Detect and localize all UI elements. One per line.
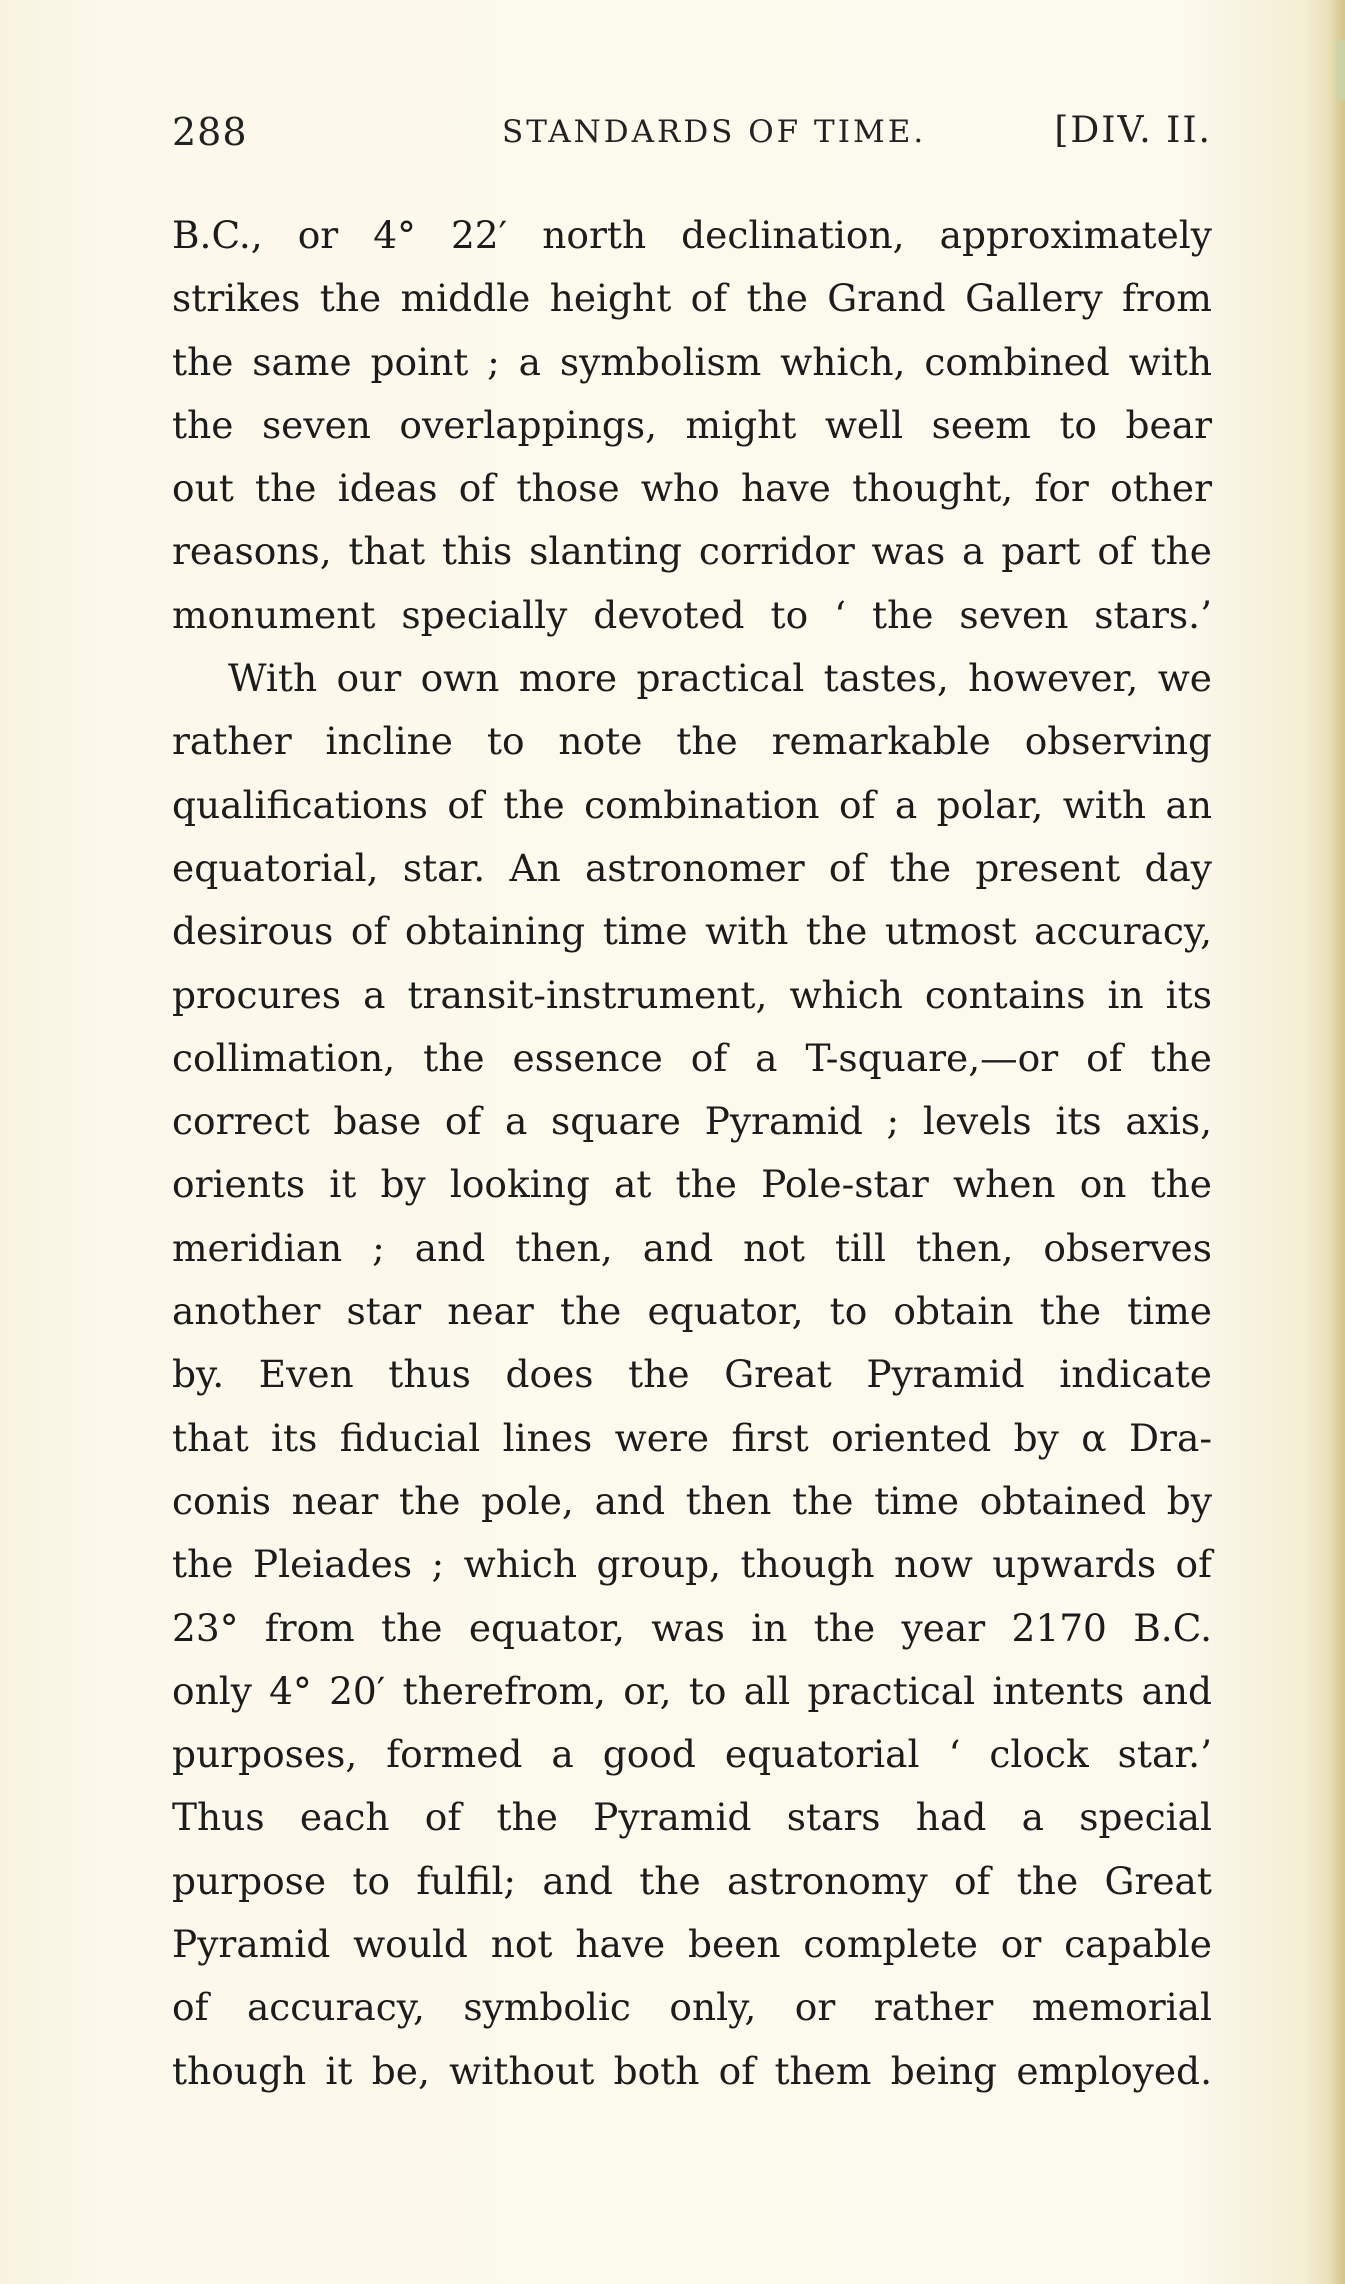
text-line: strikes the middle height of the Grand Gallery from — [172, 276, 1212, 321]
text-line: monument specially devoted to ‘ the seven stars.’ — [172, 592, 1212, 637]
text-line: though it be, without both of them being employed. — [172, 2048, 1212, 2093]
text-line: conis near the pole, and then the time obtained by — [172, 1478, 1212, 1523]
text-line: of accuracy, symbolic only, or rather memorial — [172, 1985, 1212, 2030]
body-text — [172, 204, 1212, 2103]
text-line: correct base of a square Pyramid ; levels its axis, — [172, 1099, 1212, 1144]
running-header — [172, 110, 1212, 170]
text-line: meridian ; and then, and not till then, observes — [172, 1225, 1212, 1270]
text-line: only 4° 20′ therefrom, or, to all practical intents and — [172, 1668, 1212, 1713]
text-line: the same point ; a symbolism which, combined with — [172, 339, 1212, 384]
text-line: equatorial, star. An astronomer of the present day — [172, 845, 1212, 890]
text-line: reasons, that this slanting corridor was a part of the — [172, 529, 1212, 574]
text-line: the Pleiades ; which group, though now upwards of — [172, 1542, 1212, 1587]
text-line: qualifications of the combination of a polar, with an — [172, 782, 1212, 827]
text-line: rather incline to note the remarkable observing — [172, 719, 1212, 764]
text-line: the seven overlappings, might well seem to bear — [172, 402, 1212, 447]
text-line: procures a transit-instrument, which contains in its — [172, 972, 1212, 1017]
running-title: STANDARDS OF TIME. — [502, 114, 927, 150]
text-line: collimation, the essence of a T-square,—or of the — [172, 1035, 1212, 1080]
text-line: purposes, formed a good equatorial ‘ clock star.’ — [172, 1732, 1212, 1777]
text-line: out the ideas of those who have thought, for other — [172, 466, 1212, 511]
text-line: by. Even thus does the Great Pyramid indicate — [172, 1352, 1212, 1397]
text-line: purpose to fulfil; and the astronomy of the Great — [172, 1858, 1212, 1903]
text-line: another star near the equator, to obtain the time — [172, 1289, 1212, 1334]
text-line: that its fiducial lines were first oriented by α Dra- — [172, 1415, 1212, 1460]
page-edge-shadow — [1329, 0, 1345, 2284]
text-line: Thus each of the Pyramid stars had a special — [172, 1795, 1212, 1840]
text-line: Pyramid would not have been complete or capable — [172, 1922, 1212, 1967]
text-line: B.C., or 4° 22′ north declination, approximately — [172, 213, 1212, 257]
division-label: [DIV. II. — [1054, 110, 1212, 151]
page-number: 288 — [172, 110, 248, 154]
text-line: 23° from the equator, was in the year 2170 B.C. — [172, 1605, 1212, 1650]
page-edge-tab — [1336, 40, 1345, 100]
text-line: desirous of obtaining time with the utmost accuracy, — [172, 909, 1212, 954]
text-line: orients it by looking at the Pole-star when on the — [172, 1162, 1212, 1207]
text-line: With our own more practical tastes, however, we — [228, 656, 1212, 701]
